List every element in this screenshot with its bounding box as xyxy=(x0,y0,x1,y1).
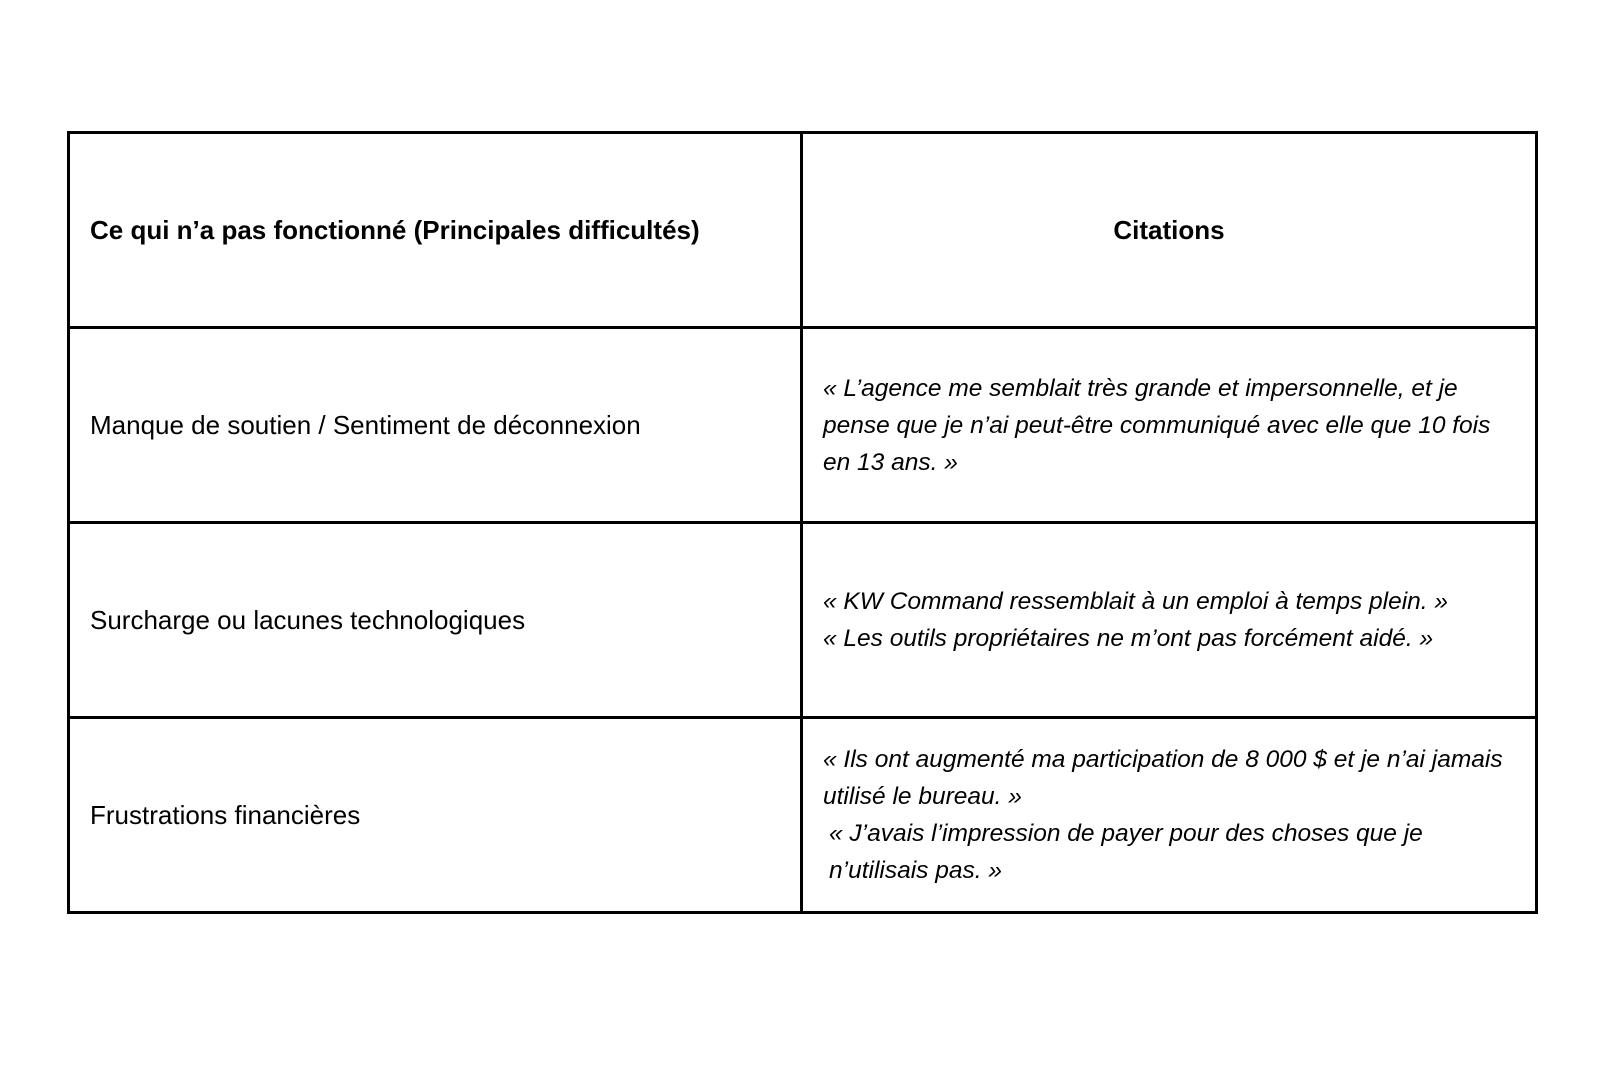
row-quotes-technology xyxy=(802,523,1537,718)
quote-text: « Ils ont augmenté ma participation de 8 000 $ et je n’ai jamais utilisé le bureau. » xyxy=(823,746,1503,810)
table-row xyxy=(69,718,1537,913)
header-citations: Citations xyxy=(802,133,1537,328)
row-label-financial: Frustrations financières xyxy=(69,718,802,913)
table-header-row xyxy=(69,133,1537,328)
quote-text: « J’avais l’impression de payer pour des choses que je n’utilisais pas. » xyxy=(829,820,1423,884)
difficulties-table xyxy=(67,131,1538,914)
row-quotes-support xyxy=(802,328,1537,523)
quote-text: « KW Command ressemblait à un emploi à temps plein. » xyxy=(823,588,1449,615)
header-difficulties: Ce qui n’a pas fonctionné (Principales difficultés) xyxy=(69,133,802,328)
row-label-support: Manque de soutien / Sentiment de déconnexion xyxy=(69,328,802,523)
row-quotes-financial xyxy=(802,718,1537,913)
quote-text: « L’agence me semblait très grande et impersonnelle, et je pense que je n’ai peut-être communiqué avec elle que 10 fois en 13 ans. » xyxy=(823,374,1491,476)
table-row xyxy=(69,328,1537,523)
row-label-technology: Surcharge ou lacunes technologiques xyxy=(69,523,802,718)
quote-text: « Les outils propriétaires ne m’ont pas forcément aidé. » xyxy=(823,625,1434,652)
table-row xyxy=(69,523,1537,718)
